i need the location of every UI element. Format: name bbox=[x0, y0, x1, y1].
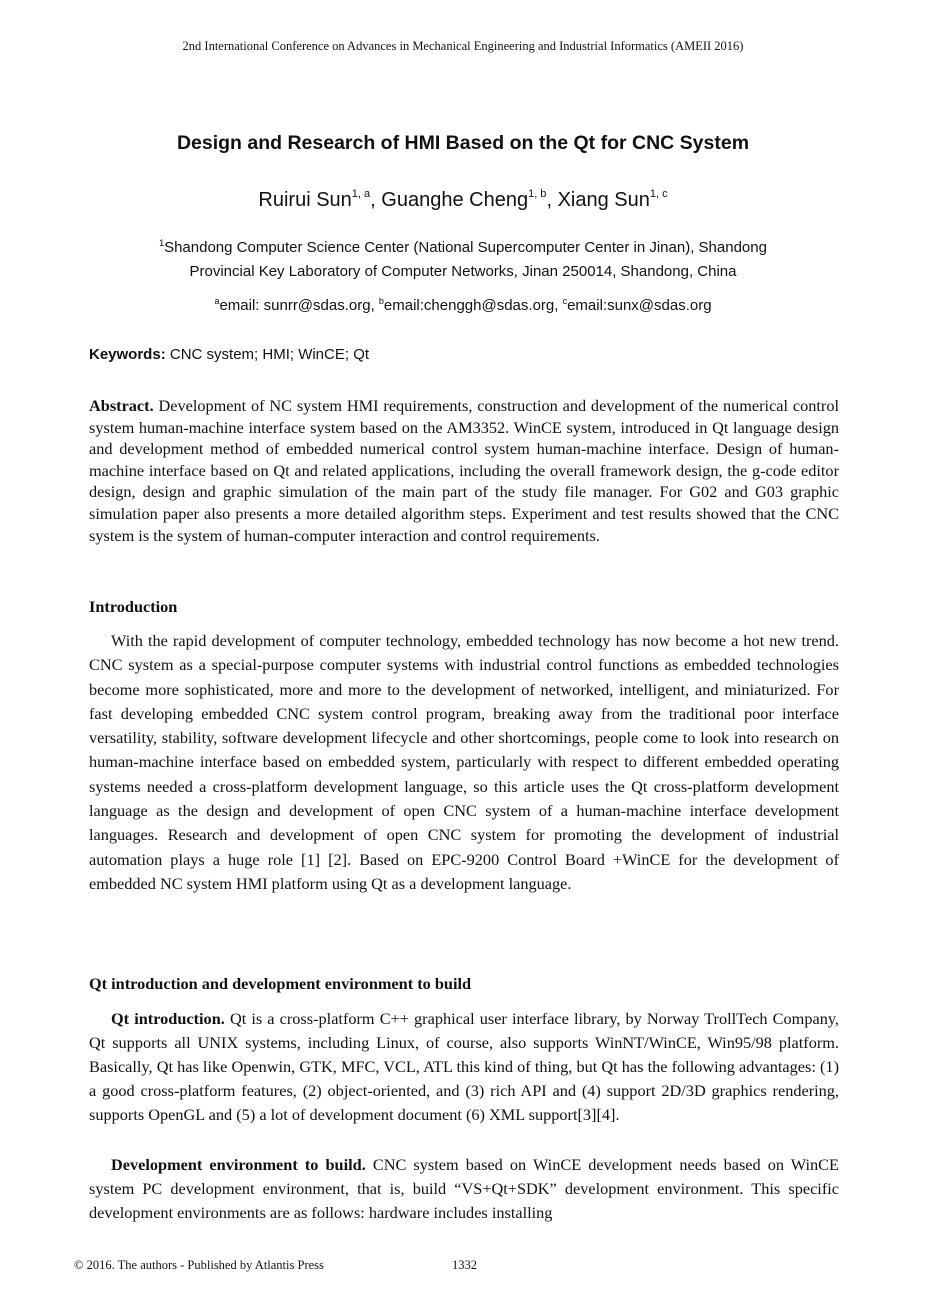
email-text: email:chenggh@sdas.org, bbox=[383, 297, 563, 314]
qt-section-heading: Qt introduction and development environment to build bbox=[89, 974, 472, 993]
affiliation-line-2: Provincial Key Laboratory of Computer Networks, Jinan 250014, Shandong, China bbox=[189, 263, 737, 280]
email-superscript: a bbox=[214, 296, 220, 306]
qt-introduction-text: Qt is a cross-platform C++ graphical user interface library, by Norway TrollTech Company, Qt supports all UNIX systems, including Linux, of course, also supports WinNT/WinCE, Win95/98 platform. Basically, Qt has like Openwin, GTK, MFC, VCL, ATL this kind of thing, but Qt has the following advantages: (1) a good cross-platform features, (2) object-oriented, and (3) rich API and (4) support 2D/3D graphics rendering, supports OpenGL and (5) a lot of development document (6) XML support[3][4]. bbox=[89, 1009, 839, 1125]
dev-environment-paragraph bbox=[89, 1153, 839, 1225]
affiliation-superscript: 1 bbox=[159, 238, 165, 248]
author-name: Guanghe Cheng bbox=[381, 189, 529, 211]
author-list bbox=[0, 188, 926, 212]
keywords-label: Keywords: bbox=[89, 346, 166, 363]
author-name: Ruirui Sun bbox=[258, 189, 352, 211]
email-superscript: b bbox=[378, 296, 384, 306]
author-separator: , bbox=[370, 189, 382, 211]
paper-title: Design and Research of HMI Based on the Qt for CNC System bbox=[176, 132, 750, 154]
email-text: email: sunrr@sdas.org, bbox=[219, 297, 379, 314]
footer-copyright: © 2016. The authors - Published by Atlantis Press bbox=[74, 1258, 324, 1272]
email-superscript: c bbox=[562, 296, 568, 306]
conference-header: 2nd International Conference on Advances in Mechanical Engineering and Industrial Informatics (AMEII 2016) bbox=[182, 39, 744, 53]
author-name: Xiang Sun bbox=[557, 189, 650, 211]
affiliation-text: Shandong Computer Science Center (National Supercomputer Center in Jinan), Shandong bbox=[164, 239, 767, 256]
introduction-heading: Introduction bbox=[89, 597, 178, 616]
email-line bbox=[0, 296, 926, 314]
email-text: email:sunx@sdas.org bbox=[567, 297, 712, 314]
page-number: 1332 bbox=[452, 1258, 477, 1272]
author-superscript: 1, c bbox=[649, 188, 668, 200]
abstract-text: Development of NC system HMI requirements, construction and development of the numerical control system human-machine interface system based on the AM3352. WinCE system, introduced in Qt language design and development method of embedded numerical control system human-machine interface. Design of human-machine interface based on Qt and related applications, including the overall framework design, the g-code editor design, design and graphic simulation of the main part of the study file manager. For G02 and G03 graphic simulation paper also presents a more detailed algorithm steps. Experiment and test results showed that the CNC system is the system of human-computer interaction and control requirements. bbox=[89, 396, 839, 545]
introduction-paragraph: With the rapid development of computer technology, embedded technology has now become a hot new trend. CNC system as a special-purpose computer systems with industrial control functions as embedded technologies become more sophisticated, more and more to the development of networked, intelligent, and miniaturized. For fast developing embedded CNC system control program, breaking away from the traditional poor interface versatility, stability, software development lifecycle and other shortcomings, people come to look into research on human-machine interface based on embedded system, particularly with respect to different embedded operating systems needed a cross-platform development language, so this article uses the Qt cross-platform development language as the design and development of open CNC system of a human-machine interface development languages. Research and development of open CNC system for promoting the development of industrial automation plays a huge role [1] [2]. Based on EPC-9200 Control Board +WinCE for the development of embedded NC system HMI platform using Qt as a development language. bbox=[89, 631, 839, 893]
dev-environment-text: CNC system based on WinCE development needs based on WinCE system PC development environment, that is, build “VS+Qt+SDK” development environment. This specific development environments are as follows: hardware includes installing bbox=[89, 1155, 839, 1223]
abstract bbox=[89, 395, 839, 546]
author-superscript: 1, a bbox=[351, 188, 371, 200]
author-separator: , bbox=[546, 189, 558, 211]
qt-introduction-paragraph bbox=[89, 1007, 839, 1127]
affiliation-line-1 bbox=[0, 238, 926, 256]
keywords-text: CNC system; HMI; WinCE; Qt bbox=[165, 346, 370, 363]
abstract-label: Abstract. bbox=[89, 396, 154, 415]
keywords bbox=[89, 346, 369, 363]
dev-environment-label: Development environment to build. bbox=[111, 1155, 366, 1174]
qt-introduction-label: Qt introduction. bbox=[111, 1009, 225, 1028]
author-superscript: 1, b bbox=[528, 188, 547, 200]
